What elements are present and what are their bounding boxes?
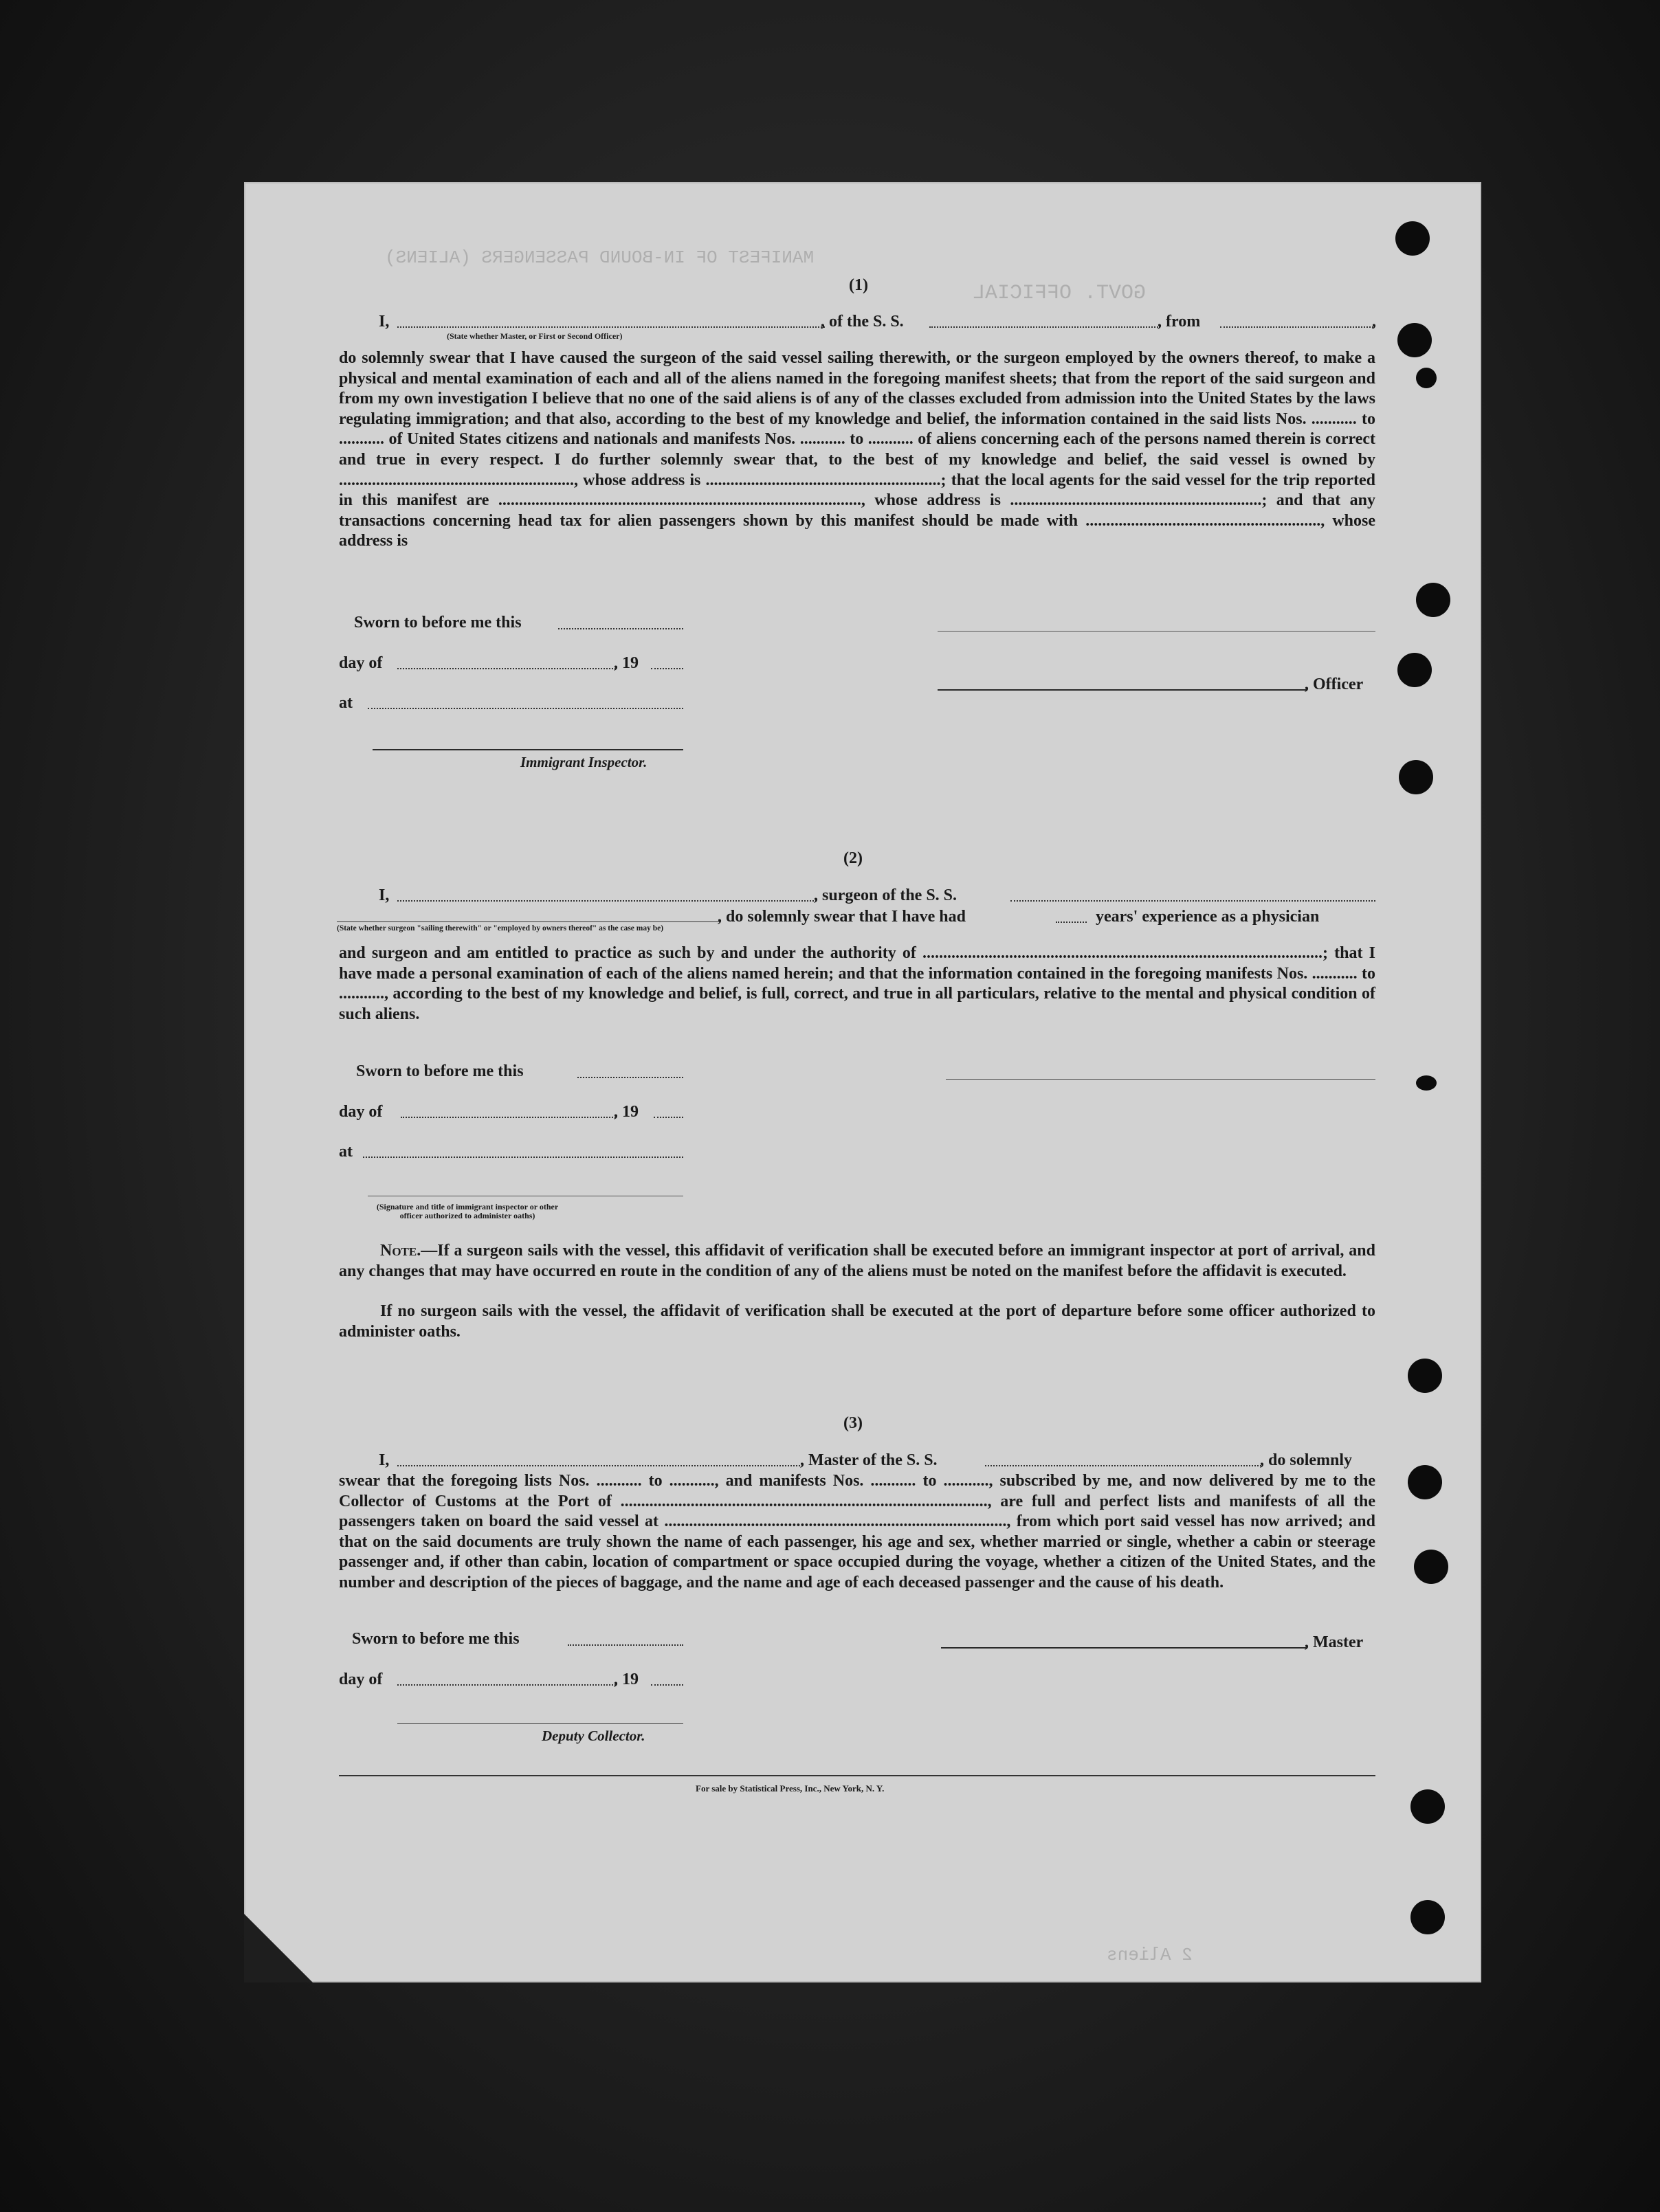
punch-hole (1397, 323, 1432, 357)
punch-hole (1408, 1465, 1442, 1499)
s3-do-solemnly: , do solemnly (1260, 1451, 1353, 1469)
s2-year-label: , 19 (614, 1103, 639, 1121)
s1-of-ss: , of the S. S. (821, 313, 904, 331)
s1-officer-signature-line[interactable] (938, 689, 1307, 691)
punch-hole (1397, 653, 1432, 687)
s2-note-2: If no surgeon sails with the vessel, the affidavit of verification shall be executed at the port of departure before some officer authorized to administer oaths. (339, 1302, 1375, 1341)
s2-year-field[interactable] (654, 1117, 683, 1118)
s2-i: I, (379, 886, 390, 904)
s1-at-field[interactable] (368, 708, 683, 709)
s1-officer-caption: (State whether Master, or First or Second Officer) (447, 331, 623, 341)
s1-day-field[interactable] (397, 668, 616, 669)
s2-surgeon-type-field[interactable] (337, 921, 720, 922)
punch-hole (1408, 1359, 1442, 1393)
s3-master-title: , Master (1305, 1633, 1364, 1651)
s3-sworn-field[interactable] (568, 1644, 683, 1646)
s2-surgeon-of: , surgeon of the S. S. (814, 886, 958, 904)
s2-oath-text: and surgeon and am entitled to practice as such by and under the authority of .................................................................................................; that I have made a personal examination of each of the aliens named herein; and that the information contained in the foregoing manifests Nos. ........... to ..........., according to the best of my knowledge and belief, is full, correct, and true in all particulars, relative to the mental and physical condition of such aliens. (339, 944, 1375, 1023)
bleed-through-title: MANIFEST OF IN-BOUND PASSENGERS (ALIENS) (385, 247, 815, 268)
s1-vessel-field[interactable] (929, 326, 1160, 328)
s1-comma: , (1372, 313, 1376, 331)
s2-surgeon-type-caption: (State whether surgeon "sailing therewith" or "employed by owners thereof" as the case may be) (337, 924, 664, 932)
s1-from: , from (1158, 313, 1201, 331)
s2-surgeon-signature-line[interactable] (946, 1079, 1375, 1080)
s2-years-text: years' experience as a physician (1096, 908, 1320, 926)
s2-note-label: Note. (380, 1242, 421, 1260)
s3-master-signature-line[interactable] (941, 1647, 1307, 1649)
s2-at-field[interactable] (363, 1157, 683, 1158)
bleed-through-stamp: GOVT. OFFICIAL (973, 282, 1147, 305)
s1-year-field[interactable] (651, 668, 683, 669)
s1-inspector-title: Immigrant Inspector. (520, 754, 648, 770)
s1-day-label: day of (339, 654, 383, 672)
s1-year-label: , 19 (614, 654, 639, 672)
s2-day-label: day of (339, 1103, 383, 1121)
s1-officer-title: , Officer (1305, 675, 1364, 693)
bleed-through-count: 2 Aliens (1107, 1945, 1193, 1965)
s2-vessel-field[interactable] (1010, 900, 1375, 902)
s2-sworn-field[interactable] (577, 1077, 683, 1078)
punch-hole (1414, 1550, 1448, 1584)
s2-note (339, 1241, 1375, 1282)
punch-hole (1416, 368, 1437, 388)
s1-from-field[interactable] (1220, 326, 1373, 328)
section-3-number: (3) (843, 1414, 863, 1432)
s2-signature-caption: (Signature and title of immigrant inspector or other officer authorized to administer oaths) (376, 1202, 559, 1220)
printer-imprint: For sale by Statistical Press, Inc., New York, N. Y. (696, 1783, 885, 1794)
page-corner (244, 1914, 313, 1982)
s3-collector-title: Deputy Collector. (542, 1728, 645, 1744)
footer-rule (339, 1775, 1375, 1776)
section-1-number: (1) (849, 276, 868, 294)
s2-at-label: at (339, 1143, 353, 1161)
punch-hole (1410, 1789, 1445, 1824)
s1-inspector-signature-line[interactable] (373, 749, 683, 750)
s1-sworn-label: Sworn to before me this (354, 614, 522, 632)
punch-hole (1416, 583, 1450, 617)
s3-year-label: , 19 (614, 1671, 639, 1688)
s2-surgeon-name-field[interactable] (397, 900, 817, 902)
s2-day-field[interactable] (401, 1117, 616, 1118)
punch-hole (1395, 221, 1430, 256)
s3-vessel-field[interactable] (985, 1465, 1261, 1466)
punch-hole (1399, 760, 1433, 794)
s1-oath-text: do solemnly swear that I have caused the surgeon of the said vessel sailing therewith, or the surgeon employed by the owners thereof, to make a physical and mental examination of each and all of the aliens named in the foregoing manifest sheets; that from the report of the said surgeon and from my own investigation I believe that no one of the said aliens is of any of the classes excluded from admission into the United States by the laws regulating immigration; and that also, according to the best of my knowledge and belief, the information contained in the said lists Nos. ........... to ........... of United States citizens and nationals and manifests Nos. ........... to ........... of aliens concerning each of the persons named therein is correct and true in every respect. I do further solemnly swear that, to the best of my knowledge and belief, the said vessel is owned by ........................................................., whose address is .........................................................; that the local agents for the said vessel for the trip reported in this manifest are ........................................................................................, whose address is .............................................................; and that any transactions concerning head tax for alien passengers shown by this manifest should be made with ........................................................., whose address is (339, 349, 1375, 550)
s3-year-field[interactable] (651, 1684, 683, 1686)
s3-oath-text: swear that the foregoing lists Nos. ........... to ..........., and manifests Nos. ........... to ..........., subscribed by me, and now delivered by me to the Collector of Customs at the Port of ........................................................................................., are full and perfect lists and manifests of all the passengers taken on board the said vessel at ..................................................................................., from which port said vessel has now arrived; and that on the said documents are truly shown the name of each passenger, his age and sex, whether married or single, whether a cabin or steerage passenger and, if other than cabin, location of compartment or space occupied during the voyage, whether a citizen of the United States, and the number and description of the pieces of baggage, and the name and age of each deceased passenger and the cause of his death. (339, 1472, 1375, 1591)
s3-day-label: day of (339, 1671, 383, 1688)
s3-master-name-field[interactable] (397, 1465, 803, 1466)
s2-sworn-label: Sworn to before me this (356, 1062, 524, 1080)
s1-i: I, (379, 313, 390, 331)
s3-day-field[interactable] (397, 1684, 616, 1686)
s3-master-of: , Master of the S. S. (800, 1451, 938, 1469)
s3-i: I, (379, 1451, 390, 1469)
s2-note-text: —If a surgeon sails with the vessel, this affidavit of verification shall be executed before an immigrant inspector at port of arrival, and any changes that may have occurred en route in the condition of any of the aliens must be noted on the manifest before the affidavit is executed. (339, 1242, 1375, 1280)
s2-swear-text: , do solemnly swear that I have had (718, 908, 966, 926)
s1-officer-signature-top-line[interactable] (938, 631, 1375, 632)
s3-collector-signature-line[interactable] (397, 1723, 683, 1724)
s1-at-label: at (339, 694, 353, 712)
s2-years-field[interactable] (1056, 921, 1087, 923)
punch-hole (1410, 1900, 1445, 1934)
punch-hole (1416, 1075, 1437, 1091)
s1-officer-name-field[interactable] (397, 326, 825, 328)
section-2-number: (2) (843, 849, 863, 867)
s3-sworn-label: Sworn to before me this (352, 1630, 520, 1648)
s1-sworn-field[interactable] (558, 628, 683, 629)
